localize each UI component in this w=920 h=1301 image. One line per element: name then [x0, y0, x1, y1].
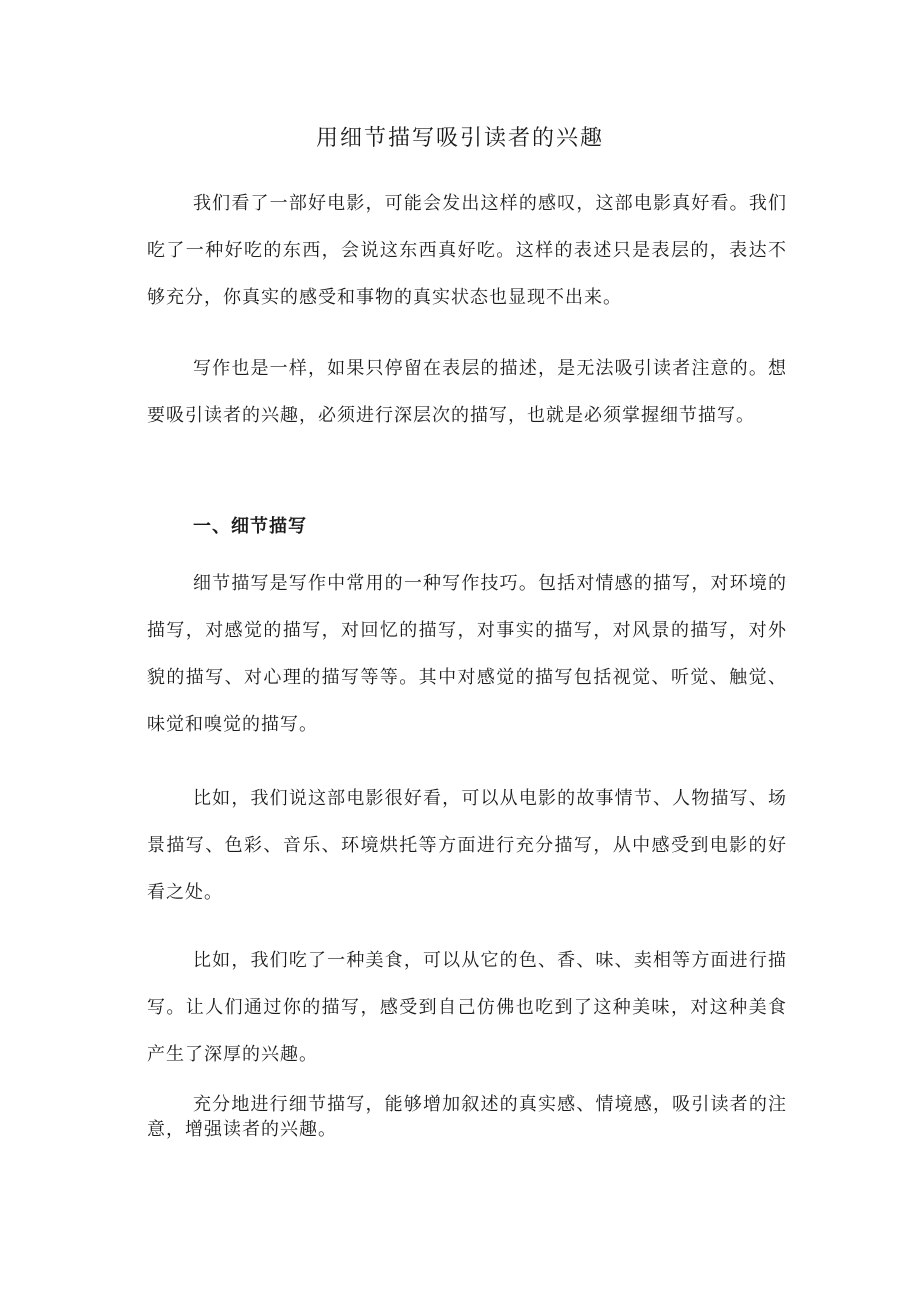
intro-paragraph-2: 写作也是一样，如果只停留在表层的描述，是无法吸引读者注意的。想要吸引读者的兴趣，必须进行深层次的描写，也就是必须掌握细节描写。 [147, 358, 787, 426]
section-paragraph-4: 充分地进行细节描写，能够增加叙述的真实感、情境感，吸引读者的注意，增强读者的兴趣。 [147, 1094, 787, 1140]
section-paragraph-2: 比如，我们说这部电影很好看，可以从电影的故事情节、人物描写、场景描写、色彩、音乐、环境烘托等方面进行充分描写，从中感受到电影的好看之处。 [147, 788, 787, 903]
section-paragraph-3: 比如，我们吃了一种美食，可以从它的色、香、味、卖相等方面进行描写。让人们通过你的描写，感受到自己仿佛也吃到了这种美味，对这种美食产生了深厚的兴趣。 [147, 950, 787, 1065]
intro-paragraph-1: 我们看了一部好电影，可能会发出这样的感叹，这部电影真好看。我们吃了一种好吃的东西，会说这东西真好吃。这样的表述只是表层的，表达不够充分，你真实的感受和事物的真实状态也显现不出来。 [147, 193, 787, 308]
document-title: 用细节描写吸引读者的兴趣 [315, 126, 604, 151]
section-heading: 一、细节描写 [193, 516, 307, 537]
section-paragraph-1: 细节描写是写作中常用的一种写作技巧。包括对情感的描写，对环境的描写，对感觉的描写，对回忆的描写，对事实的描写，对风景的描写，对外貌的描写、对心理的描写等等。其中对感觉的描写包括视觉、听觉、触觉、味觉和嗅觉的描写。 [147, 573, 787, 735]
